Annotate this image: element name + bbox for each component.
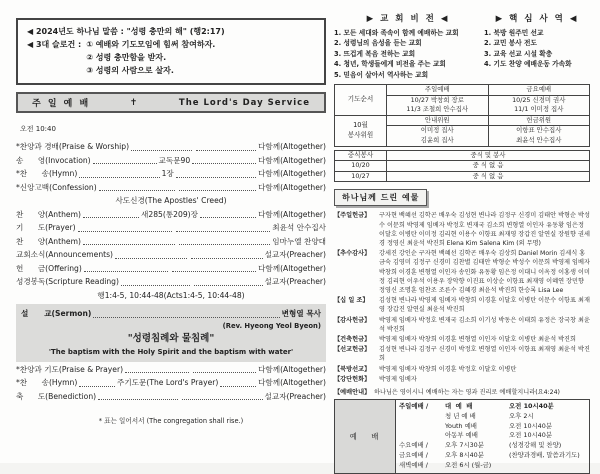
slogan-3: ③ 성령의 사람으로 살자. xyxy=(86,66,174,75)
order-label: 축 도(Benediction) xyxy=(16,391,97,401)
vision-item: 5. 믿음이 살아서 역사하는 교회 xyxy=(334,70,429,79)
closing-order xyxy=(16,363,326,404)
dotted-leader xyxy=(93,163,157,164)
worship-schedule-table xyxy=(334,399,590,474)
ministry-items xyxy=(484,28,590,70)
vision-item: 3. 뜨겁게 복음 전하는 교회 xyxy=(334,49,416,58)
dotted-leader xyxy=(191,258,263,259)
offering-section xyxy=(334,211,590,248)
schedule-row xyxy=(399,431,586,441)
sunday-prayer-2: 11/3 조철희 안수집사 xyxy=(406,105,469,114)
offering-names: 구자현 백혜선 김학곤 배우숙 김성현 변나라 김정구 신경미 김태안 박형순 박성수 이문희 박영제 임베자 박정호 변재국 김소희 변형열 이인자 유동황 임은정 이달호 이병탄 이미정 김리현 이용수 이항표 최재영 장갑진 알연실 장원향 권세경 정영신 최윤석 박진희 Elena Kim Salena Kim (외 무명) xyxy=(379,212,590,247)
dotted-leader xyxy=(182,399,262,400)
offering-names: 박영제 임베자 박창희 이경훈 변형열 이인자 이달호 이병탄 최윤석 박진희 xyxy=(379,336,577,344)
schedule-name: 대 예 배 xyxy=(445,402,473,411)
schedule-prefix: 금요예배 / xyxy=(399,451,428,460)
left-column xyxy=(16,18,326,425)
sunday-prayer-1: 10/27 박창희 장로 xyxy=(410,95,464,104)
schedule-time xyxy=(509,461,586,471)
slogan-1: ① 예배와 기도모임에 힘써 참여하자. xyxy=(86,40,216,49)
order-person: 다함께(Altogether) xyxy=(258,142,326,151)
offering-section xyxy=(334,375,590,384)
usher-2: 김윤희 집사 xyxy=(420,136,454,144)
schedule-row xyxy=(399,402,586,412)
vision-title: ▶ 교 회 비 전 ◀ xyxy=(366,14,450,24)
service-title-korean: 주 일 예 배 xyxy=(32,99,91,109)
schedule-row xyxy=(399,412,586,422)
schedule-prefix xyxy=(399,431,445,441)
order-label: 찬 양(Anthem) xyxy=(16,236,81,246)
vision-item: 2. 성령님의 음성을 듣는 교회 xyxy=(334,39,422,48)
order-person: 다함께(Altogether) xyxy=(258,378,326,387)
order-label: 성경봉독(Scripture Reading) xyxy=(16,277,119,286)
vision-items xyxy=(334,28,482,80)
offering-type-label: 【추수감사】 xyxy=(334,250,371,258)
schedule-row xyxy=(399,461,586,471)
worship-guide-label: 【예배안내】 xyxy=(334,389,371,397)
yearly-word: ◀ 2024년도 하나님 말씀 : "성령 충만의 해" (행2:17) xyxy=(27,27,225,36)
sermon-block xyxy=(16,304,326,362)
order-person: 다함께(Altogether) xyxy=(258,263,327,273)
order-label: *찬 송(Hymn) xyxy=(16,378,78,387)
order-label: 찬 양(Anthem) xyxy=(16,209,81,219)
schedule-time: 오후 2시 xyxy=(509,411,534,420)
offering-member-2: 최윤석 안수집사 xyxy=(516,136,562,144)
scripture-reference: 행1:4-5, 10:44-48(Acts1:4-5, 10:44-48) xyxy=(97,290,245,300)
friday-prayer-2: 11/1 이미정 집사 xyxy=(514,105,564,114)
dotted-leader xyxy=(125,372,189,373)
schedule-prefix: 수요예배 / xyxy=(399,441,428,450)
sermon-title: "성령침례와 물침례" xyxy=(127,332,215,344)
schedule-name: 청 년 예 배 xyxy=(445,411,476,420)
order-person: 임마누엘 찬양대 xyxy=(272,236,326,246)
cross-icon: ✝ xyxy=(129,97,140,108)
offering-names: 김성현 변나라 김정구 신경미 박정호 변형열 이인자 이항표 최재영 최윤석 박진희 xyxy=(379,346,590,363)
offering-section xyxy=(334,316,590,334)
order-mid: 1장 xyxy=(161,169,174,178)
dotted-leader xyxy=(196,150,257,151)
month-label: 10월 xyxy=(353,121,368,130)
dotted-leader xyxy=(172,271,256,272)
sermon-title-english: 'The baptism with the Holy Spirit and the baptism with water' xyxy=(48,347,294,356)
offering-section xyxy=(334,345,590,363)
offering-committee-header: 헌금위원 xyxy=(488,115,590,126)
order-mid: 주기도문(The Lord's Prayer) xyxy=(117,378,219,387)
order-person: 다함께(Altogether) xyxy=(258,209,326,219)
order-row xyxy=(16,154,326,168)
lunch-value: 중 식 없 음 xyxy=(387,161,590,172)
schedule-time: (찬양과경배, 말씀과기도) xyxy=(509,451,580,460)
friday-service-header: 금요예배 xyxy=(488,85,590,96)
schedule-row xyxy=(399,451,586,461)
schedule-row xyxy=(399,422,586,432)
dotted-leader xyxy=(83,217,139,218)
order-row xyxy=(16,275,326,289)
core-ministry xyxy=(484,13,590,80)
offering-section xyxy=(334,296,590,314)
dotted-leader xyxy=(193,372,257,373)
order-person: 다함께(Altogether) xyxy=(258,182,326,192)
order-person: 다함께(Altogether) xyxy=(258,364,326,374)
ministry-item: 3. 교육 선교 시설 확충 xyxy=(484,49,553,58)
dotted-leader xyxy=(192,163,256,164)
order-row xyxy=(16,181,326,195)
order-row xyxy=(16,167,326,181)
order-label: 송 영(Invocation) xyxy=(16,155,91,165)
order-row xyxy=(16,363,326,377)
yearly-motto-box xyxy=(16,18,326,85)
offering-section xyxy=(334,365,590,374)
service-title-english: The Lord's Day Service xyxy=(178,97,310,108)
schedule-name: 오후 8시40분 xyxy=(445,451,484,460)
duty-table xyxy=(334,84,590,147)
usher-1: 이미정 집사 xyxy=(420,126,454,135)
lunch-table xyxy=(334,150,590,183)
schedule-name: 오전 6시 (월-금) xyxy=(445,460,492,469)
dotted-leader xyxy=(98,399,178,400)
order-label: *찬양과 기도(Praise & Prayer) xyxy=(16,364,124,374)
order-label: *신앙고백(Confession) xyxy=(16,182,97,192)
dotted-leader xyxy=(176,231,270,232)
dotted-leader xyxy=(194,285,263,286)
ministry-item: 2. 교민 봉사 전도 xyxy=(484,39,537,48)
offering-section xyxy=(334,249,590,295)
order-row xyxy=(16,376,326,390)
order-person: 설교자(Preacher) xyxy=(264,277,326,286)
offering-names: 박영제 임베자 박창희 이경훈 박정호 이달호 이병탄 xyxy=(379,365,517,373)
worship-guide-verse: 하나님은 영이시니 예배하는 자는 영과 진리로 예배할지니라(요4:24) xyxy=(374,389,560,397)
order-row xyxy=(16,262,326,276)
order-label: 기 도(Prayer) xyxy=(16,223,76,232)
worship-schedule-rows xyxy=(396,400,589,473)
offering-names: 박영제 임베자 xyxy=(379,375,417,383)
offering-type-label: 【건축헌금】 xyxy=(334,336,371,344)
dotted-leader xyxy=(176,177,256,178)
offering-type-label: 【북방선교】 xyxy=(334,365,371,373)
offering-section xyxy=(334,335,590,344)
service-title-bar xyxy=(16,92,326,113)
dotted-leader xyxy=(93,317,279,318)
usher-header: 안내위원 xyxy=(387,115,489,126)
dotted-leader xyxy=(78,231,172,232)
lunch-label: 중식봉사 xyxy=(335,150,387,161)
slogan-label: ◀ 3대 슬로건 : xyxy=(27,40,82,49)
committee-label: 봉사위원 xyxy=(347,130,374,139)
order-row xyxy=(16,221,326,235)
vision-ministry-section xyxy=(334,13,590,80)
offerings-title: 하나님께 드린 예물 xyxy=(334,189,427,206)
schedule-name: 아동부 예배 xyxy=(445,431,478,440)
order-of-worship xyxy=(16,140,326,302)
offering-type-label: 【선교헌금】 xyxy=(334,346,371,354)
lunch-date: 10/20 xyxy=(335,161,387,172)
order-label: 교회소식(Announcements) xyxy=(16,250,114,259)
order-mid: 교독문90 xyxy=(158,155,191,165)
offering-names: 박영제 임베자 박정호 변재국 김소희 이기성 박동은 이태희 유정은 장국창 최윤석 박진희 xyxy=(379,316,590,333)
sermon-preacher-english: (Rev. Hyeong Yeol Byeon) xyxy=(222,321,321,330)
dotted-leader xyxy=(84,271,168,272)
order-person: 다함께(Altogether) xyxy=(258,155,327,165)
order-label: 헌 금(Offering) xyxy=(16,263,82,273)
apostles-creed-note: 사도신경(The Apostles' Creed) xyxy=(115,196,227,205)
order-row xyxy=(16,248,326,262)
order-row xyxy=(16,235,326,249)
dotted-leader xyxy=(79,386,115,387)
church-vision xyxy=(334,13,482,80)
ministry-item: 1. 북방 원주민 선교 xyxy=(484,29,544,37)
dotted-leader xyxy=(121,285,190,286)
dotted-leader xyxy=(83,244,175,245)
worship-schedule-label: 예 배 xyxy=(335,400,396,473)
offering-type-label: 【주일헌금】 xyxy=(334,212,371,220)
order-row xyxy=(16,208,326,222)
schedule-time: 오전 10시40분 xyxy=(509,402,554,411)
dotted-leader xyxy=(99,190,176,191)
lunch-header: 중식 및 봉사 xyxy=(387,150,590,161)
lunch-date: 10/27 xyxy=(335,171,387,182)
schedule-row xyxy=(399,441,586,451)
rise-footnote: * 표는 일어서서 (The congregation shall rise.) xyxy=(98,417,244,425)
sunday-prayer-cell xyxy=(387,95,489,115)
offering-names: 강세진 강인순 구자현 백혜선 김학곤 배우숙 김상희 Daniel Morin 김세식 홍금숙 김영미 김정구 신경미 김찬별 김태안 박형순 박성수 이문희 박영제 임베자 박창희 이경훈 변형열 이인자 송인화 유동황 임은정 이대니 이옥정 이홍생 이미정 김리현 이우석 이용우 장악향 이진표 이상순 이항표 최재영 이혜연 장민향 정영신 조명훈 엄찬조 조른수 김혜경 최윤석 박진희 한승록 Lisa Lee xyxy=(379,250,590,294)
order-person: 설교자(Preacher) xyxy=(264,391,326,401)
slogan-block xyxy=(27,38,317,77)
schedule-time: 오전 10시40분 xyxy=(509,431,552,440)
usher-cell xyxy=(387,126,489,146)
order-label: *찬 송(Hymn) xyxy=(16,169,78,178)
friday-prayer-1: 10/25 신경미 권사 xyxy=(512,95,566,104)
order-person: 설교자(Preacher) xyxy=(264,250,327,259)
offering-member-1: 이항표 안수집사 xyxy=(516,126,562,135)
schedule-prefix: 새벽예배 / xyxy=(399,460,428,469)
dotted-leader xyxy=(79,177,159,178)
order-person: 다함께(Altogether) xyxy=(258,169,326,178)
dotted-leader xyxy=(115,258,187,259)
schedule-name: 오후 7시30분 xyxy=(445,441,484,450)
order-person: 최윤석 안수집사 xyxy=(272,223,327,232)
dotted-leader xyxy=(179,244,271,245)
sermon-row xyxy=(21,307,321,321)
schedule-name: Youth 예배 xyxy=(445,421,477,430)
service-time: 오전 10:40 xyxy=(20,125,56,133)
sermon-label: 설 교(Sermon) xyxy=(21,309,92,318)
worship-guide-line xyxy=(334,388,590,397)
offerings-list xyxy=(334,211,590,384)
order-row xyxy=(16,390,326,404)
schedule-prefix xyxy=(399,422,445,432)
schedule-time: (성경강해 및 찬양) xyxy=(509,441,562,450)
monthly-committee-label xyxy=(335,115,387,146)
slogan-2: ② 성령 충만함을 받자. xyxy=(86,53,167,62)
dotted-leader xyxy=(179,190,256,191)
offering-type-label: 【강단헌화】 xyxy=(334,375,371,383)
offering-type-label: 【십 일 조】 xyxy=(334,297,369,305)
offering-committee-cell xyxy=(488,126,590,146)
prayer-order-label: 기도순서 xyxy=(335,85,387,116)
order-mid: 새285(통209)장 xyxy=(141,209,198,219)
dotted-leader xyxy=(131,150,192,151)
vision-item: 1. 모든 세대와 족속이 함께 예배하는 교회 xyxy=(334,29,459,37)
friday-prayer-cell xyxy=(488,95,590,115)
ministry-item: 4. 기도 찬양 예배운동 가속화 xyxy=(484,60,572,69)
order-label: *찬양과 경배(Praise & Worship) xyxy=(16,142,130,151)
dotted-leader xyxy=(220,386,256,387)
lunch-value: 중 식 없 음 xyxy=(387,171,590,182)
sunday-service-header: 주일예배 xyxy=(387,85,489,96)
sermon-preacher: 변형열 목사 xyxy=(281,309,321,318)
schedule-prefix: 주일예배 / xyxy=(399,402,429,411)
ministry-title: ▶ 핵 심 사 역 ◀ xyxy=(495,14,579,24)
offering-names: 김성현 변나라 박영제 임베자 박창희 이경훈 이달호 이병탄 이문수 이항표 최재영 장갑진 알연실 최윤석 박진희 xyxy=(379,297,590,314)
slogan-list xyxy=(86,38,215,77)
vision-item: 4. 청년, 학생들에게 비전을 주는 교회 xyxy=(334,60,446,69)
dotted-leader xyxy=(200,217,256,218)
offering-type-label: 【감사헌금】 xyxy=(334,316,371,324)
schedule-prefix xyxy=(399,412,445,422)
right-column xyxy=(334,13,590,474)
order-row xyxy=(16,140,326,154)
schedule-time: 오전 10시40분 xyxy=(509,421,552,430)
